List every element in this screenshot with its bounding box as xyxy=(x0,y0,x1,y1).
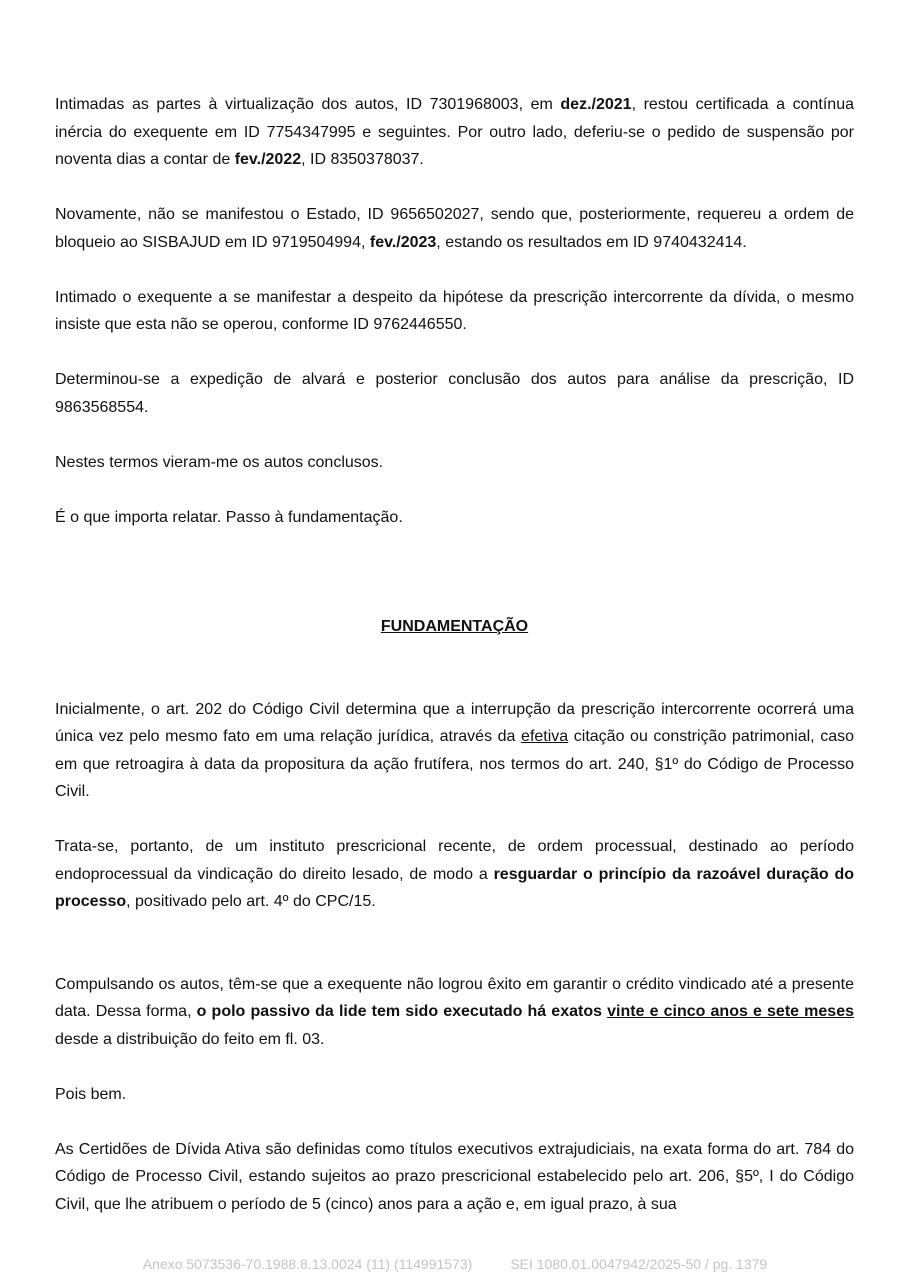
text-segment: , positivado pelo art. 4º do CPC/15. xyxy=(126,893,376,910)
text-segment: Intimadas as partes à virtualização dos autos, ID 7301968003, em xyxy=(55,96,561,113)
text-segment: Novamente, não se manifestou o Estado, ID 9656502027, sendo que, posteriormente, requereu a ordem de bloqueio ao SISBAJUD em ID 9719504994, xyxy=(55,206,854,251)
page-footer xyxy=(0,1256,910,1272)
paragraph-conclusos: Nestes termos vieram-me os autos conclusos. xyxy=(55,453,384,471)
text-segment: , restou certificada a contínua inércia do exequente em ID 7754347995 e seguintes. Por outro lado, deferiu-se o pedido de suspensão por noventa dias a contar de xyxy=(55,96,854,168)
paragraph-sisbajud xyxy=(55,201,854,256)
paragraph-pois-bem: Pois bem. xyxy=(55,1085,127,1103)
text-segment: Inicialmente, o art. 202 do Código Civil determina que a interrupção da prescrição intercorrente ocorrerá uma única vez pelo mesmo fato em uma relação jurídica, através da xyxy=(55,700,854,745)
paragraph-inicialmente xyxy=(55,696,854,806)
paragraph-alvara: Determinou-se a expedição de alvará e posterior conclusão dos autos para análise da prescrição, ID 9863568554. xyxy=(55,371,854,416)
text-segment: citação ou constrição patrimonial, caso em que retroagira à data da propositura da ação frutífera, nos termos do art. 240, §1º do Código de Processo Civil. xyxy=(55,728,855,800)
text-segment: , estando os resultados em ID 9740432414. xyxy=(436,233,747,251)
paragraph-compulsando xyxy=(55,971,854,1054)
bold-underlined-phrase: vinte e cinco anos e sete meses xyxy=(607,1003,854,1020)
bold-date: fev./2022 xyxy=(234,151,302,168)
document-body xyxy=(55,91,854,1218)
bold-phrase: resguardar o princípio da razoável duração do processo xyxy=(55,865,855,910)
text-segment: desde a distribuição do feito em fl. 03. xyxy=(55,1030,325,1048)
underlined-word: efetiva xyxy=(521,728,569,745)
text-segment: Compulsando os autos, têm-se que a exequente não logrou êxito em garantir o crédito vindicado até a presente data. Dessa forma, xyxy=(55,975,854,1020)
paragraph-certidoes: As Certidões de Dívida Ativa são definidas como títulos executivos extrajudiciais, na exata forma do art. 784 do Código de Processo Civil, estando sujeitos ao prazo prescricional estabelecido pelo art. 206, §5º, I do Código Civil, que lhe atribuem o período de 5 (cinco) anos para a ação e, em igual prazo, à sua xyxy=(55,1140,854,1213)
paragraph-intimado: Intimado o exequente a se manifestar a despeito da hipótese da prescrição intercorrente da dívida, o mesmo insiste que esta não se operou, conforme ID 9762446550. xyxy=(55,288,854,333)
footer-sei-reference: SEI 1080.01.0047942/2025-50 / pg. 1379 xyxy=(510,1256,768,1272)
text-segment: Trata-se, portanto, de um instituto prescricional recente, de ordem processual, destinado ao período endoprocessual da vindicação do direito lesado, de modo a xyxy=(55,838,854,883)
paragraph-instituto xyxy=(55,833,854,916)
paragraph-relatar: É o que importa relatar. Passo à fundamentação. xyxy=(55,508,403,526)
bold-date: dez./2021 xyxy=(560,96,632,113)
footer-annex-id: Anexo 5073536-70.1988.8.13.0024 (11) (114991573) xyxy=(142,1256,473,1272)
heading-text: FUNDAMENTAÇÃO xyxy=(380,618,529,635)
bold-date: fev./2023 xyxy=(369,233,437,251)
paragraph-virtualizacao xyxy=(55,91,854,174)
text-segment: , ID 8350378037. xyxy=(301,151,424,168)
section-heading xyxy=(55,613,854,641)
bold-phrase: o polo passivo da lide tem sido executado há exatos xyxy=(196,1003,608,1020)
